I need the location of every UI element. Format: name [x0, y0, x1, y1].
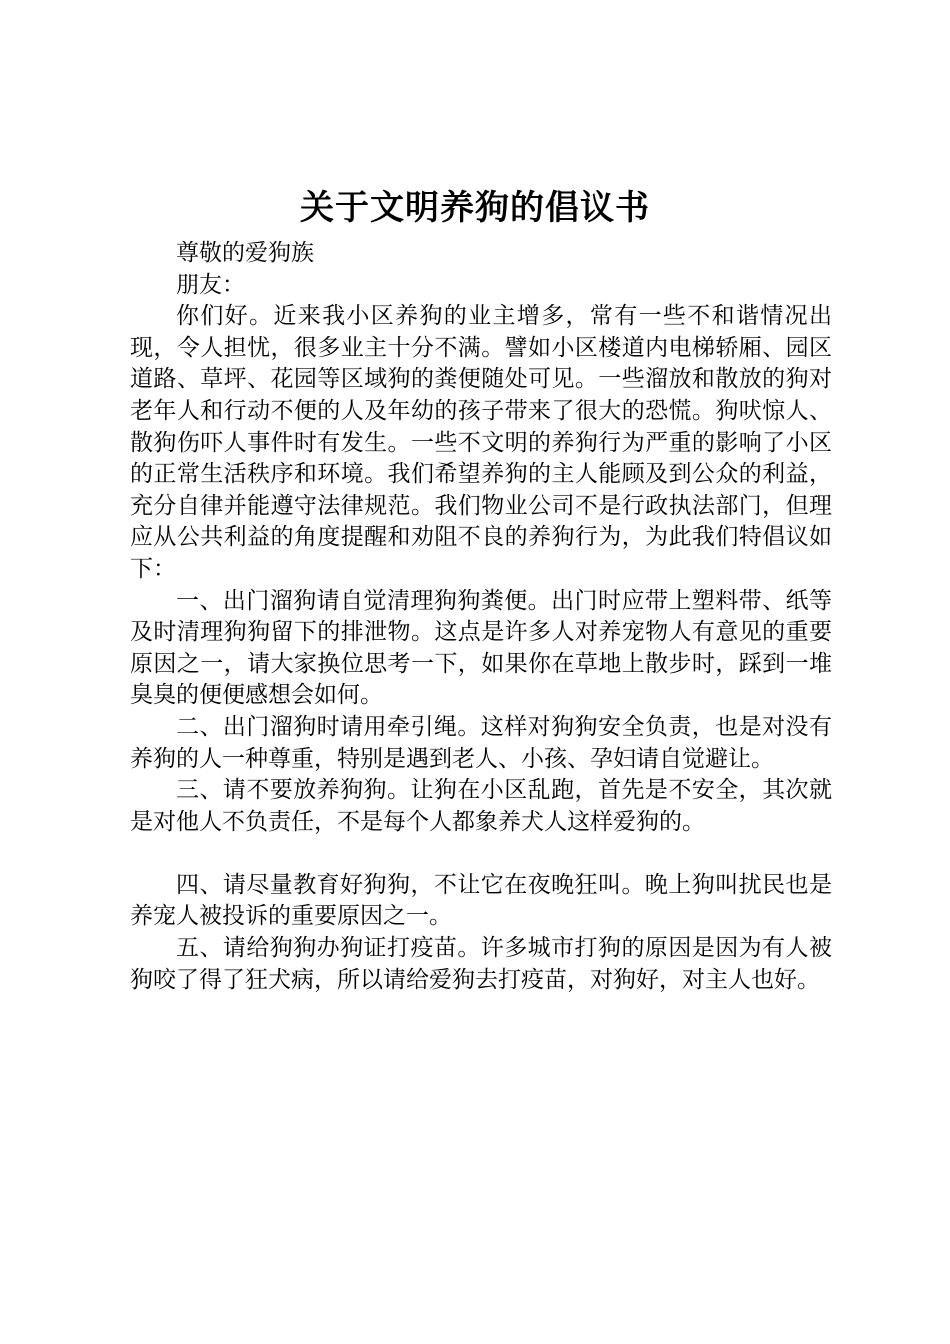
salutation-line-2: 朋友： [176, 271, 245, 298]
paragraph-item-2: 二、出门溜狗时请用牵引绳。这样对狗狗安全负责，也是对没有养狗的人一种尊重，特别是遇到老人、小孩、孕妇请自觉避让。 [130, 713, 832, 772]
document-title: 关于文明养狗的倡议书 [300, 188, 650, 228]
salutation-line-1: 尊敬的爱狗族 [176, 240, 314, 266]
paragraph-item-3: 三、请不要放养狗狗。让狗在小区乱跑，首先是不安全，其次就是对他人不负责任，不是每个人都象养犬人这样爱狗的。 [130, 777, 832, 835]
document-body [130, 238, 832, 996]
paragraph-item-5: 五、请给狗狗办狗证打疫苗。许多城市打狗的原因是因为有人被狗咬了得了狂犬病，所以请给爱狗去打疫苗，对狗好，对主人也好。 [130, 935, 832, 993]
paragraph-item-4: 四、请尽量教育好狗狗，不让它在夜晚狂叫。晚上狗叫扰民也是养宠人被投诉的重要原因之一。 [130, 871, 832, 930]
paragraph-intro: 你们好。近来我小区养狗的业主增多，常有一些不和谐情况出现，令人担忧，很多业主十分不满。譬如小区楼道内电梯轿厢、园区道路、草坪、花园等区域狗的粪便随处可见。一些溜放和散放的狗对老年人和行动不便的人及年幼的孩子带来了很大的恐慌。狗吠惊人、散狗伤吓人事件时有发生。一些不文明的养狗行为严重的影响了小区的正常生活秩序和环境。我们希望养狗的主人能顾及到公众的利益，充分自律并能遵守法律规范。我们物业公司不是行政执法部门，但理应从公共利益的角度提醒和劝阻不良的养狗行为，为此我们特倡议如下： [130, 303, 832, 582]
paragraph-item-1: 一、出门溜狗请自觉清理狗狗粪便。出门时应带上塑料带、纸等及时清理狗狗留下的排泄物。这点是许多人对养宠物人有意见的重要原因之一，请大家换位思考一下，如果你在草地上散步时，踩到一堆臭臭的便便感想会如何。 [130, 587, 832, 709]
